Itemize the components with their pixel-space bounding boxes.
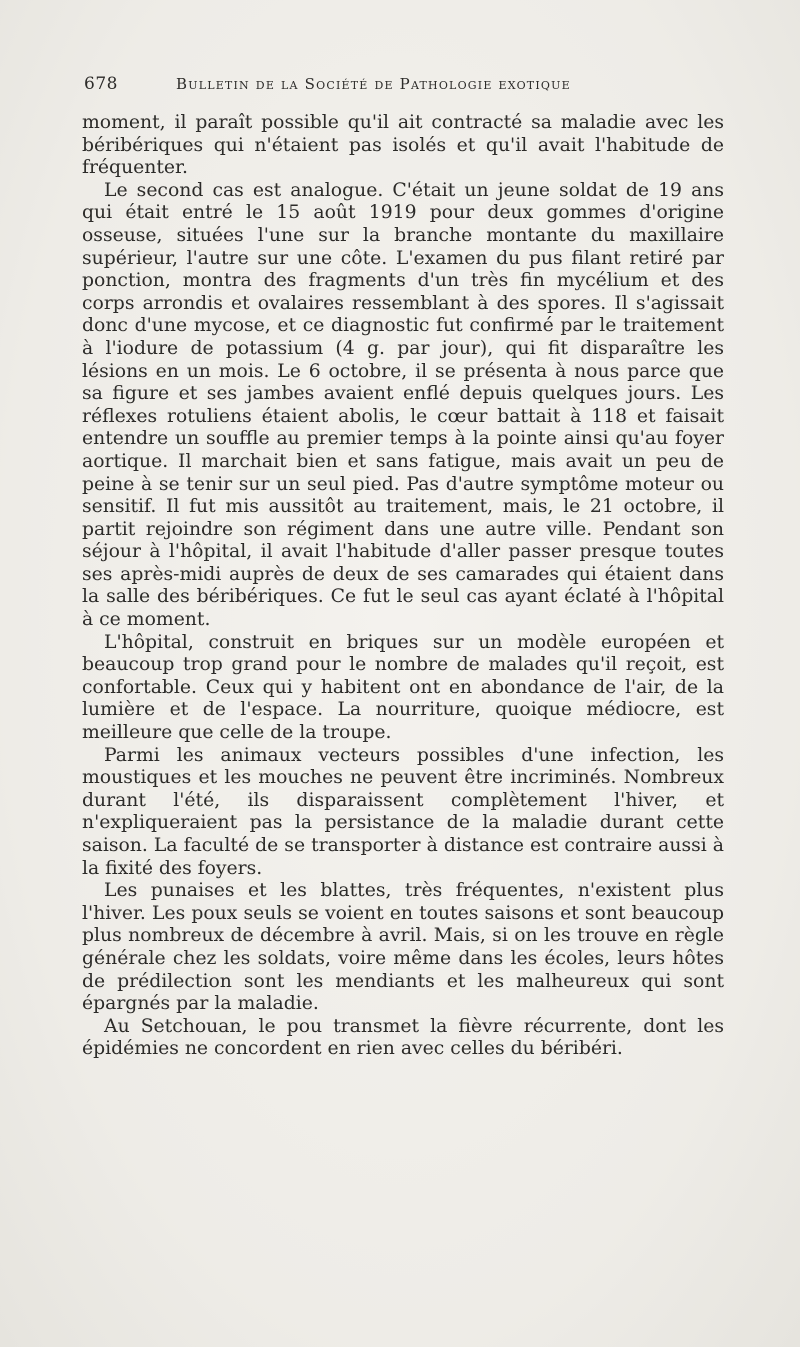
- journal-title: Bulletin de la Société de Pathologie exotique: [176, 75, 571, 93]
- running-head: [84, 74, 720, 98]
- paragraph-continued: moment, il paraît possible qu'il ait contracté sa maladie avec les béribériques qui n'étaient pas isolés et qu'il avait l'habitude de fréquenter.: [82, 112, 724, 179]
- paragraph-hospital: L'hôpital, construit en briques sur un modèle européen et beaucoup trop grand pour le nombre de malades qu'il reçoit, est confortable. Ceux qui y habitent ont en abondance de l'air, de la lumière et de l'espace. La nourriture, quoique médiocre, est meilleure que celle de la troupe.: [82, 631, 724, 744]
- body-text: [82, 112, 724, 1061]
- paragraph-bugs-lice: Les punaises et les blattes, très fréquentes, n'existent plus l'hiver. Les poux seuls se voient en toutes saisons et sont beaucoup plus nombreux de décembre à avril. Mais, si on les trouve en règle générale chez les soldats, voire même dans les écoles, leurs hôtes de prédilection sont les mendiants et les malheureux qui sont épargnés par la maladie.: [82, 880, 724, 1015]
- paragraph-vector-animals: Parmi les animaux vecteurs possibles d'une infection, les moustiques et les mouches ne peuvent être incriminés. Nombreux durant l'été, ils disparaissent complètement l'hiver, et n'expliqueraient pas la persistance de la maladie durant cette saison. La faculté de se transporter à distance est contraire aussi à la fixité des foyers.: [82, 744, 724, 879]
- paragraph-setchouan: Au Setchouan, le pou transmet la fièvre récurrente, dont les épidémies ne concordent en rien avec celles du béribéri.: [82, 1015, 724, 1060]
- page-number: 678: [84, 74, 118, 94]
- paragraph-second-case: Le second cas est analogue. C'était un jeune soldat de 19 ans qui était entré le 15 août 1919 pour deux gommes d'origine osseuse, situées l'une sur la branche montante du maxillaire supérieur, l'autre sur une côte. L'examen du pus filant retiré par ponction, montra des fragments d'un très fin mycélium et des corps arrondis et ovalaires ressemblant à des spores. Il s'agissait donc d'une mycose, et ce diagnostic fut confirmé par le traitement à l'iodure de potassium (4 g. par jour), qui fit disparaître les lésions en un mois. Le 6 octobre, il se présenta à nous parce que sa figure et ses jambes avaient enflé depuis quelques jours. Les réflexes rotuliens étaient abolis, le cœur battait à 118 et faisait entendre un souffle au premier temps à la pointe ainsi qu'au foyer aortique. Il marchait bien et sans fatigue, mais avait un peu de peine à se tenir sur un seul pied. Pas d'autre symptôme moteur ou sensitif. Il fut mis aussitôt au traitement, mais, le 21 octobre, il partit rejoindre son régiment dans une autre ville. Pendant son séjour à l'hôpital, il avait l'habitude d'aller passer presque toutes ses après-midi auprès de deux de ses camarades qui étaient dans la salle des béribériques. Ce fut le seul cas ayant éclaté à l'hôpital à ce moment.: [82, 179, 724, 631]
